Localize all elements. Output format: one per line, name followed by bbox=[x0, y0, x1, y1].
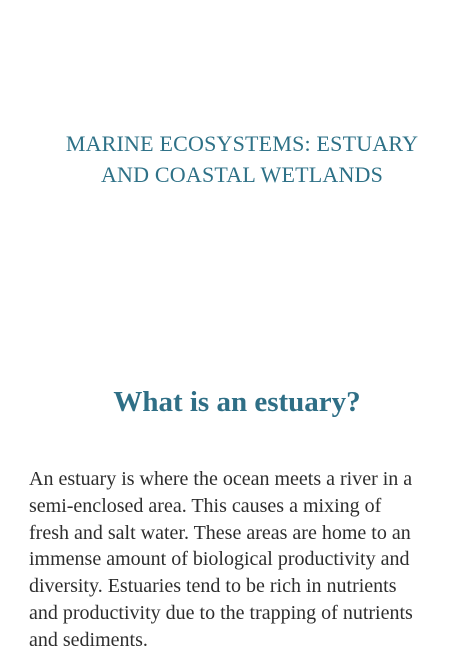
body-line-2: semi-enclosed area. This causes a mixing of bbox=[29, 494, 382, 517]
body-line-3: fresh and salt water. These areas are home to an bbox=[29, 521, 411, 544]
body-line-5: diversity. Estuaries tend to be rich in nutrients bbox=[29, 575, 397, 598]
title-line-1: MARINE ECOSYSTEMS: ESTUARY bbox=[65, 131, 419, 156]
section-heading: What is an estuary? bbox=[113, 386, 361, 418]
document-title bbox=[0, 128, 474, 190]
body-line-7: and sediments. bbox=[29, 628, 148, 651]
body-line-6: and productivity due to the trapping of nutrients bbox=[29, 601, 413, 624]
body-line-1: An estuary is where the ocean meets a river in a bbox=[29, 468, 413, 490]
body-line-4: immense amount of biological productivity and bbox=[29, 548, 410, 571]
title-line-2: AND COASTAL WETLANDS bbox=[100, 162, 384, 187]
body-paragraph bbox=[29, 466, 469, 654]
